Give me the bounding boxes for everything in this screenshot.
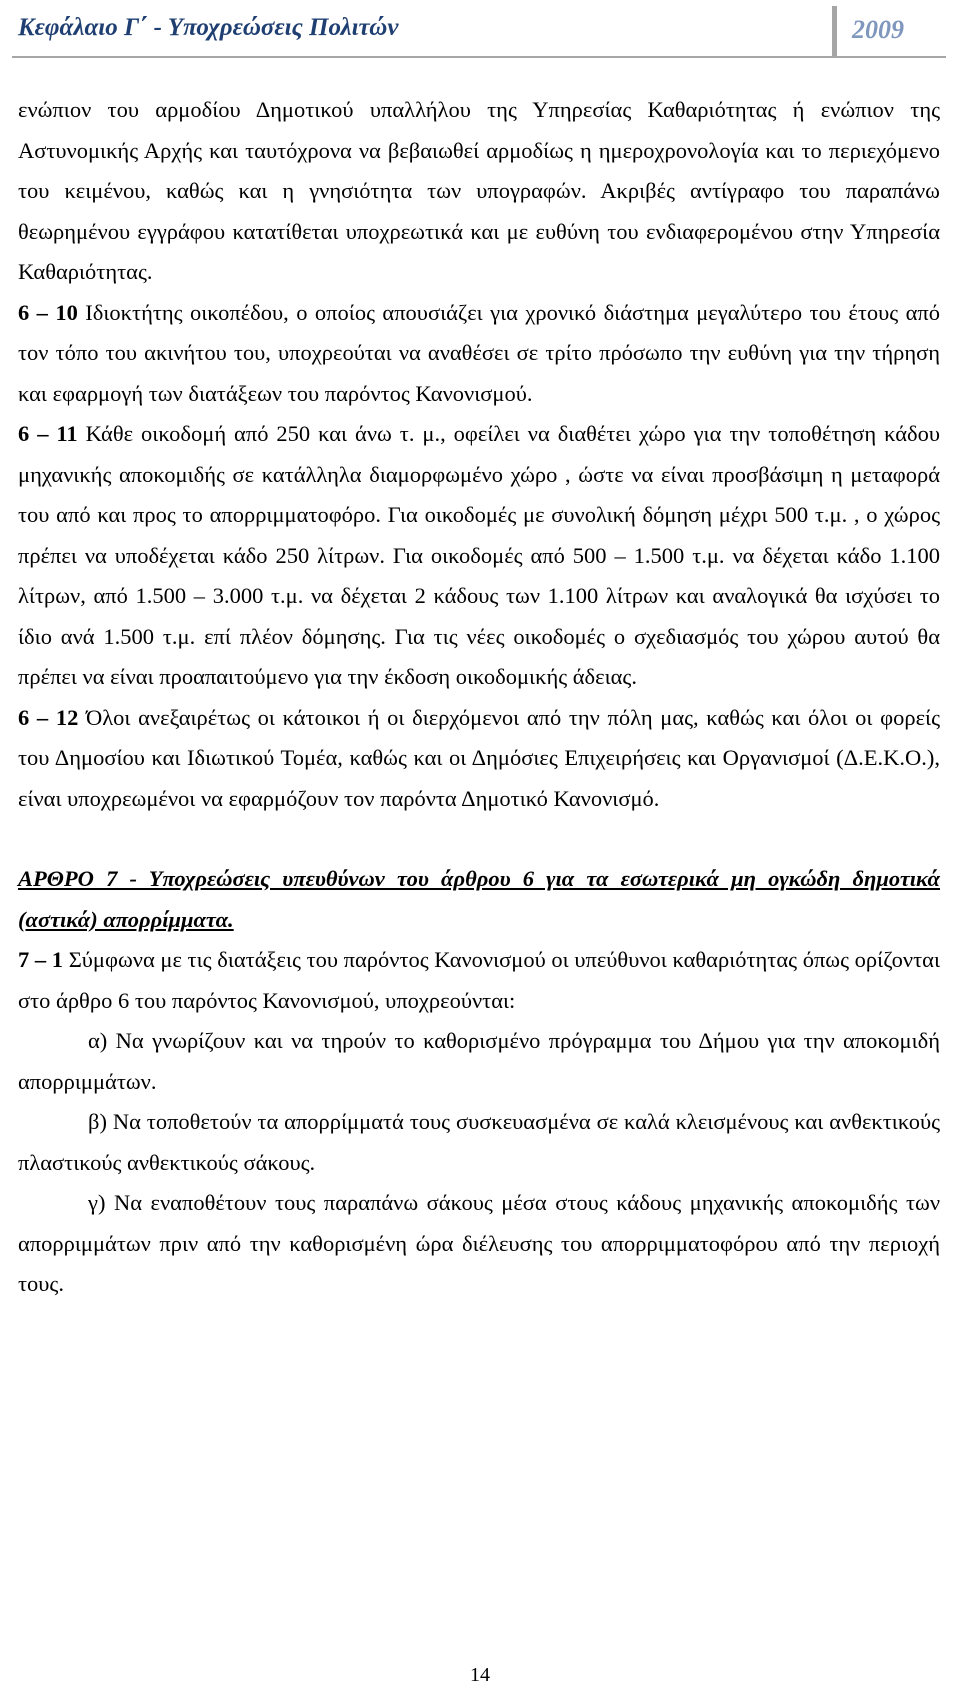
article-7-heading: ΑΡΘΡΟ 7 - Υποχρεώσεις υπευθύνων του άρθρου 6 για τα εσωτερικά μη ογκώδη δημοτικά (αστικά) απορρίμματα. <box>18 866 940 932</box>
list-item-c: γ) Να εναποθέτουν τους παραπάνω σάκους μέσα στους κάδους μηχανικής αποκομιδής των απορριμμάτων πριν από την καθορισμένη ώρα διέλευσης του απορριμματοφόρου από την περιοχή τους. <box>18 1190 940 1296</box>
clause-text: Ιδιοκτήτης οικοπέδου, ο οποίος απουσιάζει για χρονικό διάστημα μεγαλύτερο του έτους από τον τόπο του ακινήτου του, υποχρεούται να αναθέσει σε τρίτο πρόσωπο την ευθύνη για την τήρηση και εφαρμογή των διατάξεων του παρόντος Κανονισμού. <box>18 299 940 406</box>
paragraph-6-10 <box>18 293 940 415</box>
page-number: 14 <box>470 1664 490 1686</box>
paragraph-intro: ενώπιον του αρμοδίου Δημοτικού υπαλλήλου της Υπηρεσίας Καθαριότητας ή ενώπιον της Αστυνομικής Αρχής και ταυτόχρονα να βεβαιωθεί αρμοδίως η ημεροχρονολογία και το περιεχόμενο του κειμένου, καθώς και η γνησιότητα των υπογραφών. Ακριβές αντίγραφο του παραπάνω θεωρημένου εγγράφου κατατίθεται υποχρεωτικά και με ευθύνη του ενδιαφερομένου στην Υπηρεσία Καθαριότητας. <box>18 97 940 284</box>
clause-number: 6 – 10 <box>18 299 78 325</box>
list-item-a: α) Να γνωρίζουν και να τηρούν το καθορισμένο πρόγραμμα του Δήμου για την αποκομιδή απορριμμάτων. <box>18 1028 940 1094</box>
clause-number: 6 – 12 <box>18 704 79 730</box>
page-header <box>12 6 946 50</box>
header-divider <box>832 6 837 56</box>
header-rule <box>12 56 946 58</box>
clause-number: 6 – 11 <box>18 421 78 446</box>
list-item-b: β) Να τοποθετούν τα απορρίμματά τους συσκευασμένα σε καλά κλεισμένους και ανθεκτικούς πλαστικούς ανθεκτικούς σάκους. <box>18 1109 940 1175</box>
paragraph-6-12 <box>18 698 940 820</box>
clause-text: Σύμφωνα με τις διατάξεις του παρόντος Κανονισμού οι υπεύθυνοι καθαριότητας όπως ορίζονται στο άρθρο 6 του παρόντος Κανονισμού, υποχρεούνται: <box>18 947 940 1013</box>
paragraph-7-1 <box>18 940 940 1021</box>
clause-text: Κάθε οικοδομή από 250 και άνω τ. μ., οφείλει να διαθέτει χώρο για την τοποθέτηση κάδου μηχανικής αποκομιδής σε κατάλληλα διαμορφωμένο χώρο , ώστε να είναι προσβάσιμη η μεταφορά του από και προς το απορριμματοφόρο. Για οικοδομές με συνολική δόμηση μέχρι 500 τ.μ. , ο χώρος πρέπει να υποδέχεται κάδο 250 λίτρων. Για οικοδομές από 500 – 1.500 τ.μ. να δέχεται κάδο 1.100 λίτρων, από 1.500 – 3.000 τ.μ. να δέχεται 2 κάδους των 1.100 λίτρων και αναλογικά θα ισχύσει το ίδιο ανά 1.500 τ.μ. επί πλέον δόμησης. Για τις νέες οικοδομές ο σχεδιασμός του χώρου αυτού θα πρέπει να είναι προαπαιτούμενο για την έκδοση οικοδομικής άδειας. <box>18 421 940 689</box>
header-year: 2009 <box>852 15 904 44</box>
chapter-title: Κεφάλαιο Γ΄ - Υποχρεώσεις Πολιτών <box>18 14 399 41</box>
clause-number: 7 – 1 <box>18 947 64 972</box>
document-body <box>18 90 940 1305</box>
paragraph-6-11 <box>18 414 940 698</box>
clause-text: Όλοι ανεξαιρέτως οι κάτοικοι ή οι διερχόμενοι από την πόλη μας, καθώς και όλοι οι φορείς του Δημοσίου και Ιδιωτικού Τομέα, καθώς και οι Δημόσιες Επιχειρήσεις και Οργανισμοί (Δ.Ε.Κ.Ο.), είναι υποχρεωμένοι να εφαρμόζουν τον παρόντα Δημοτικό Κανονισμό. <box>18 704 941 811</box>
